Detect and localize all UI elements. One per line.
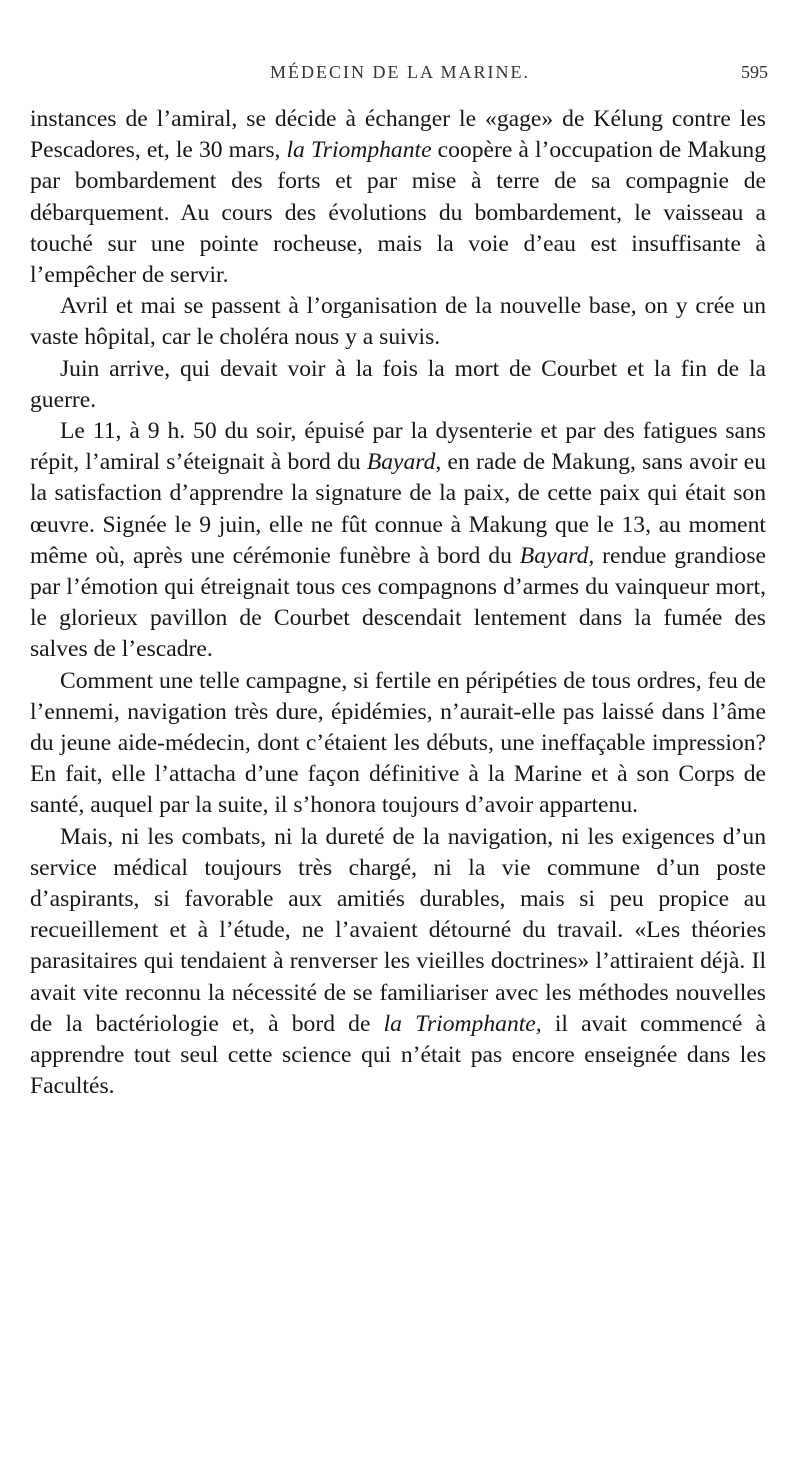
paragraph <box>30 104 766 291</box>
text-run: Mais, ni les combats, ni la dureté de la navigation, ni les exigences d’un service médical toujours très chargé, ni la vie commune d’un poste d’aspirants, si favorable aux amitiés durables, mais si peu propice au recueillement et à l’étude, ne l’avaient détourné du travail. «Les théories parasitaires qui tendaient à renverser les vieilles doctrines» l’attiraient déjà. Il avait vite reconnu la nécessité de se familiariser avec les méthodes nouvelles de la bactériologie et, à bord de <box>30 823 766 1037</box>
text-run: il avait commencé à apprendre tout seul cette science qui n’était pas encore enseignée dans les Facultés. <box>30 1010 767 1100</box>
paragraph <box>30 822 766 1103</box>
ship-name: la Triomphante, <box>383 1010 542 1037</box>
text-run: Comment une telle campagne, si fertile en péripéties de tous ordres, feu de l’ennemi, navigation très dure, épidémies, n’aurait-elle pas laissé dans l’âme du jeune aide-médecin, dont c’étaient les débuts, une ineffaçable impression? En fait, elle l’attacha d’une façon définitive à la Marine et à son Corps de santé, auquel par la suite, il s’honora toujours d’avoir appartenu. <box>30 667 766 819</box>
paragraph <box>30 666 766 822</box>
text-run: coopère à l’occupation de Makung par bombardement des forts et par mise à terre de sa compagnie de débarquement. Au cours des évolutions du bombardement, le vaisseau a touché sur une pointe rocheuse, mais la voie d’eau est insuffisante à l’empêcher de servir. <box>30 137 766 289</box>
text-run: en rade de Makung, sans avoir eu la satisfaction d’apprendre la signature de la paix, de cette paix qui était son œuvre. Signée le 9 juin, elle ne fût connue à Makung que le 13, au moment même où, après une cérémonie funèbre à bord du <box>30 449 766 569</box>
text-run: Avril et mai se passent à l’organisation de la nouvelle base, on y crée un vaste hôpital, car le choléra nous y a suivis. <box>30 293 766 351</box>
running-title: MÉDECIN DE LA MARINE. <box>270 62 530 82</box>
paragraph <box>30 354 766 416</box>
paragraph <box>30 291 766 353</box>
text-run: rendue grandiose par l’émotion qui étreignait tous ces compagnons d’armes du vainqueur mort, le glorieux pavillon de Courbet descendait lentement dans la fumée des salves de l’escadre. <box>30 542 766 663</box>
text-run: Juin arrive, qui devait voir à la fois la mort de Courbet et la fin de la guerre. <box>30 355 766 413</box>
body-text <box>30 104 766 1103</box>
ship-name: la Triomphante <box>286 137 432 164</box>
running-header <box>30 62 770 88</box>
text-run: instances de l’amiral, se décide à échanger le «gage» de Kélung contre les Pescadores, et, le 30 mars, <box>30 106 766 164</box>
page-number: 595 <box>741 62 768 82</box>
ship-name: Bayard, <box>366 449 442 476</box>
ship-name: Bayard, <box>519 542 595 569</box>
text-run: Le 11, à 9 h. 50 du soir, épuisé par la dysenterie et par des fatigues sans répit, l’amiral s’éteignait à bord du <box>30 418 766 476</box>
paragraph <box>30 416 766 666</box>
